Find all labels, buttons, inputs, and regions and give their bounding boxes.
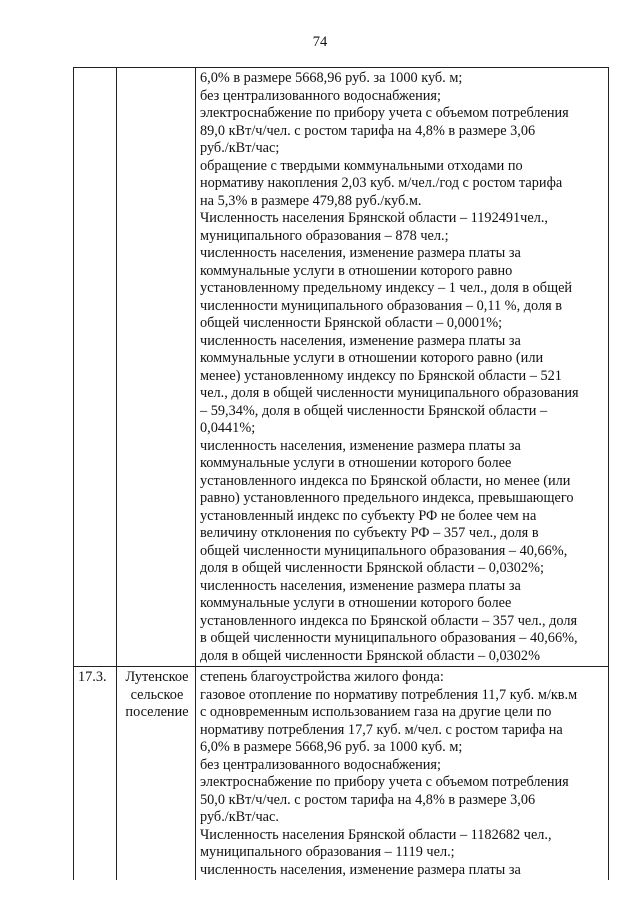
text-line: Численность населения Брянской области – 1192491чел.,	[200, 210, 548, 226]
text-line: равно) установленного предельного индекса, превышающего	[200, 490, 574, 506]
text-line: нормативу потребления 17,7 куб. м/чел. с ростом тарифа на	[200, 721, 563, 738]
municipality-name-line: поселение	[125, 704, 189, 720]
text-line: численности муниципального образования – 0,11 %, доля в	[200, 297, 563, 314]
text-line: с одновременным использованием газа на другие цели по	[200, 704, 552, 720]
text-line: муниципального образования – 878 чел.;	[200, 227, 449, 244]
text-line: численность населения, изменение размера платы за	[200, 245, 521, 261]
text-line: 0,0441%;	[200, 420, 256, 436]
text-line: Численность населения Брянской области – 1182682 чел.,	[200, 826, 552, 843]
row-number-cell	[74, 68, 117, 667]
text-line: руб./кВт/час;	[200, 140, 280, 156]
tariff-table	[73, 67, 609, 880]
text-line: электроснабжение по прибору учета с объемом потребления	[200, 774, 569, 790]
text-line: руб./кВт/час.	[200, 809, 279, 825]
text-line: газовое отопление по нормативу потребления 11,7 куб. м/кв.м	[200, 686, 578, 703]
text-line: обращение с твердыми коммунальными отходами по	[200, 157, 523, 174]
text-line: общей численности Брянской области – 0,0001%;	[200, 315, 503, 331]
text-line: нормативу накопления 2,03 куб. м/чел./год с ростом тарифа	[200, 175, 563, 191]
municipality-name-line: сельское	[130, 686, 184, 703]
municipality-name-cell	[117, 68, 196, 667]
table-row	[74, 667, 609, 881]
text-line: численность населения, изменение размера платы за	[200, 577, 521, 594]
text-line: – 59,34%, доля в общей численности Брянской области –	[200, 402, 548, 419]
text-line: на 5,3% в размере 479,88 руб./куб.м.	[200, 192, 422, 209]
text-line: коммунальные услуги в отношении которого более	[200, 455, 512, 471]
text-line: в общей численности муниципального образования – 40,66%,	[200, 630, 578, 646]
table-row	[74, 68, 609, 667]
text-line: 6,0% в размере 5668,96 руб. за 1000 куб. м;	[200, 70, 463, 86]
text-line: коммунальные услуги в отношении которого равно (или	[200, 350, 544, 366]
text-line: общей численности муниципального образования – 40,66%,	[200, 542, 568, 559]
text-line: установленного индекса по Брянской области, но менее (или	[200, 472, 571, 489]
text-line: коммунальные услуги в отношении которого равно	[200, 262, 513, 279]
text-line: численность населения, изменение размера платы за	[200, 861, 521, 878]
text-line: муниципального образования – 1119 чел.;	[200, 844, 455, 860]
text-line: электроснабжение по прибору учета с объемом потребления	[200, 105, 569, 121]
text-line: доля в общей численности Брянской области – 0,0302%	[200, 647, 540, 664]
text-line: величину отклонения по субъекту РФ – 357 чел., доля в	[200, 525, 539, 541]
text-line: установленному предельному индексу – 1 чел., доля в общей	[200, 280, 573, 296]
text-line: чел., доля в общей численности муниципального образования	[200, 385, 579, 401]
text-line: степень благоустройства жилого фонда:	[200, 669, 444, 685]
text-line: численность населения, изменение размера платы за	[200, 437, 521, 454]
text-line: без централизованного водоснабжения;	[200, 756, 441, 773]
text-line: доля в общей численности Брянской области – 0,0302%;	[200, 560, 544, 576]
page-number: 74	[312, 34, 328, 50]
text-line: 50,0 кВт/ч/чел. с ростом тарифа на 4,8% в размере 3,06	[200, 791, 536, 808]
text-line: коммунальные услуги в отношении которого более	[200, 595, 512, 611]
text-line: менее) установленному индексу по Брянской области – 521	[200, 367, 562, 384]
text-line: установленного индекса по Брянской области – 357 чел., доля	[200, 612, 578, 629]
description-cell	[196, 68, 609, 667]
row-number-cell: 17.3.	[74, 667, 117, 881]
municipality-name-cell	[117, 667, 196, 881]
text-line: без централизованного водоснабжения;	[200, 87, 441, 104]
municipality-name-line: Лутенское	[125, 669, 189, 685]
text-line: численность населения, изменение размера платы за	[200, 332, 521, 349]
text-line: установленный индекс по субъекту РФ не более чем на	[200, 507, 537, 524]
text-line: 89,0 кВт/ч/чел. с ростом тарифа на 4,8% в размере 3,06	[200, 122, 536, 139]
description-cell	[196, 667, 609, 881]
text-line: 6,0% в размере 5668,96 руб. за 1000 куб. м;	[200, 739, 463, 755]
